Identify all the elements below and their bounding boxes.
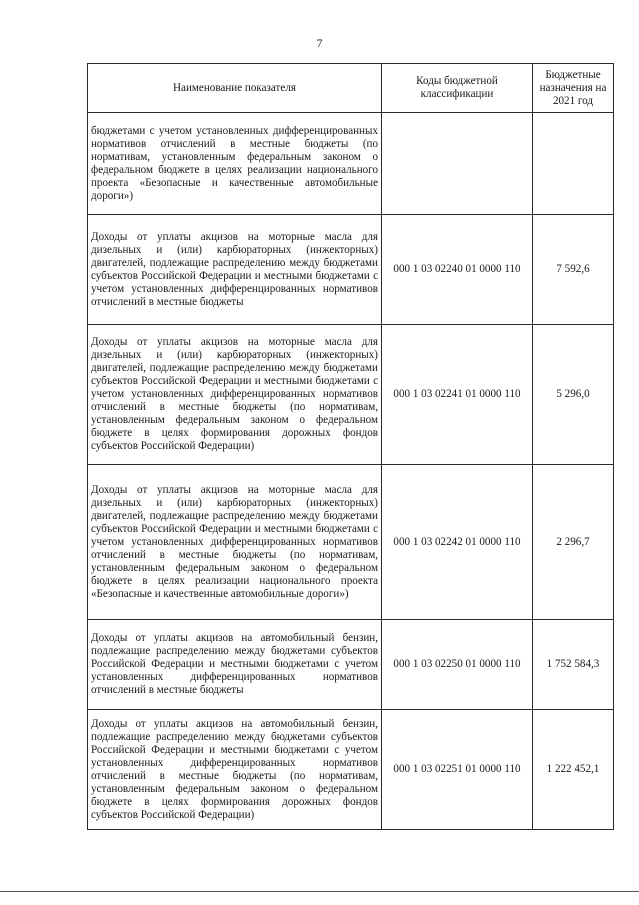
classification-code-cell: 000 1 03 02242 01 0000 110 — [382, 465, 533, 620]
budget-amount-cell: 5 296,0 — [533, 325, 614, 465]
indicator-name-cell: Доходы от уплаты акцизов на моторные масла для дизельных и (или) карбюраторных (инжекторных) двигателей, подлежащие распределению между бюджетами субъектов Российской Федерации и местными бюджетами с учетом установленных дифференцированных нормативов отчислений в местные бюджеты — [88, 215, 382, 325]
table-row — [88, 215, 614, 325]
table-row — [88, 710, 614, 830]
table-row — [88, 620, 614, 710]
classification-code-cell: 000 1 03 02251 01 0000 110 — [382, 710, 533, 830]
classification-code-cell: 000 1 03 02241 01 0000 110 — [382, 325, 533, 465]
indicator-name-cell: Доходы от уплаты акцизов на автомобильный бензин, подлежащие распределению между бюджетами субъектов Российской Федерации и местными бюджетами с учетом установленных дифференцированных нормативов отчислений в местные бюджеты — [88, 620, 382, 710]
budget-table — [87, 63, 614, 830]
indicator-name-cell: Доходы от уплаты акцизов на моторные масла для дизельных и (или) карбюраторных (инжекторных) двигателей, подлежащие распределению между бюджетами субъектов Российской Федерации и местными бюджетами с учетом установленных дифференцированных нормативов отчислений в местные бюджеты (по нормативам, установленным федеральным законом о федеральном бюджете в целях формирования дорожных фондов субъектов Российской Федерации) — [88, 325, 382, 465]
header-indicator-name: Наименование показателя — [88, 64, 382, 113]
budget-amount-cell: 1 752 584,3 — [533, 620, 614, 710]
indicator-name-cell: бюджетами с учетом установленных дифференцированных нормативов отчислений в местные бюджеты (по нормативам, установленным федеральным законом о федеральном бюджете в целях реализации национального проекта «Безопасные и качественные автомобильные дороги») — [88, 113, 382, 215]
budget-amount-cell: 1 222 452,1 — [533, 710, 614, 830]
page-number: 7 — [316, 36, 323, 50]
classification-code-cell: 000 1 03 02240 01 0000 110 — [382, 215, 533, 325]
scan-edge-line — [0, 891, 639, 892]
indicator-name-cell: Доходы от уплаты акцизов на автомобильный бензин, подлежащие распределению между бюджетами субъектов Российской Федерации и местными бюджетами с учетом установленных дифференцированных нормативов отчислений в местные бюджеты (по нормативам, установленным федеральным законом о федеральном бюджете в целях формирования дорожных фондов субъектов Российской Федерации) — [88, 710, 382, 830]
table-row — [88, 325, 614, 465]
budget-amount-cell — [533, 113, 614, 215]
header-budget-amount: Бюджетные назначения на 2021 год — [533, 64, 614, 113]
header-classification-code: Коды бюджетной классификации — [382, 64, 533, 113]
table-row — [88, 113, 614, 215]
budget-amount-cell: 2 296,7 — [533, 465, 614, 620]
budget-amount-cell: 7 592,6 — [533, 215, 614, 325]
classification-code-cell: 000 1 03 02250 01 0000 110 — [382, 620, 533, 710]
table-row — [88, 465, 614, 620]
table-header-row — [88, 64, 614, 113]
classification-code-cell — [382, 113, 533, 215]
indicator-name-cell: Доходы от уплаты акцизов на моторные масла для дизельных и (или) карбюраторных (инжекторных) двигателей, подлежащие распределению между бюджетами субъектов Российской Федерации и местными бюджетами с учетом установленных дифференцированных нормативов отчислений в местные бюджеты (по нормативам, установленным федеральным законом о федеральном бюджете в целях реализации национального проекта «Безопасные и качественные автомобильные дороги») — [88, 465, 382, 620]
